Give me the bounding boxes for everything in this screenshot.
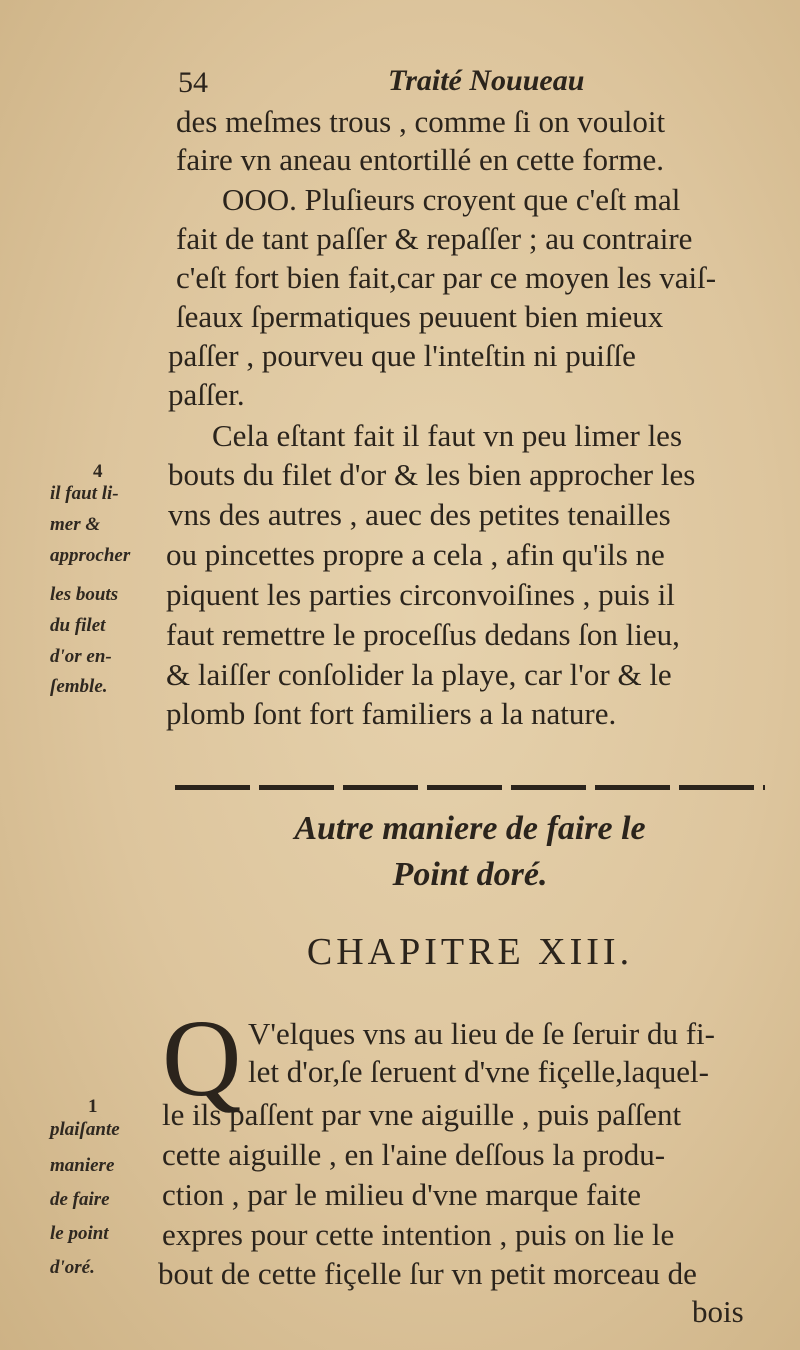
body-line: OOO. Pluſieurs croyent que c'eſt mal <box>222 182 681 217</box>
body-line: des meſmes trous , comme ſi on vouloit <box>176 104 666 139</box>
body-line: faire vn aneau entortillé en cette forme. <box>176 142 664 177</box>
body-line: & laiſſer conſolider la playe, car l'or & le <box>166 657 672 692</box>
section-divider-rule <box>175 785 765 790</box>
page-number: 54 <box>178 66 208 99</box>
chapter-line: let d'or,ſe ſeruent d'vne fiçelle,laquel- <box>248 1054 709 1089</box>
chapter-line: le ils paſſent par vne aiguille , puis paſſent <box>162 1097 682 1132</box>
chapter-line: bout de cette fiçelle ſur vn petit morceau de <box>158 1256 697 1291</box>
body-line: faut remettre le proceſſus dedans ſon lieu, <box>166 617 680 652</box>
body-line: Cela eſtant fait il faut vn peu limer les <box>212 418 683 453</box>
margin-note-line: approcher <box>50 545 131 566</box>
chapter-line: expres pour cette intention , puis on lie le <box>162 1217 675 1252</box>
drop-cap: Q <box>162 997 242 1119</box>
chapter-heading: CHAPITRE XIII. <box>306 931 634 973</box>
margin-note-number: 4 <box>93 461 103 482</box>
chapter-line: bois <box>692 1294 744 1329</box>
margin-note-line: maniere <box>50 1155 115 1176</box>
body-line: bouts du filet d'or & les bien approcher les <box>168 457 696 492</box>
chapter-line: ction , par le milieu d'vne marque faite <box>162 1177 642 1212</box>
body-line: ou pincettes propre a cela , afin qu'ils ne <box>166 537 665 572</box>
chapter-line: cette aiguille , en l'aine deſſous la produ- <box>162 1137 666 1172</box>
margin-note-number: 1 <box>88 1096 98 1117</box>
margin-note-line: ſemble. <box>50 676 108 697</box>
body-line: plomb ſont fort familiers a la nature. <box>166 696 617 731</box>
body-line: piquent les parties circonvoiſines , puis il <box>166 577 675 612</box>
body-line: paſſer. <box>168 377 245 412</box>
margin-note-line: il faut li- <box>50 483 119 504</box>
body-line: fait de tant paſſer & repaſſer ; au contraire <box>176 221 693 256</box>
margin-note-line: d'oré. <box>50 1257 95 1278</box>
body-line: vns des autres , auec des petites tenailles <box>168 497 671 532</box>
margin-note-line: le point <box>50 1223 109 1244</box>
margin-note-line: les bouts <box>50 584 119 605</box>
body-line: ſeaux ſpermatiques peuuent bien mieux <box>176 299 664 334</box>
margin-note-line: du filet <box>50 615 106 636</box>
chapter-line: V'elques vns au lieu de ſe ſeruir du fi- <box>248 1016 715 1051</box>
margin-note-line: d'or en- <box>50 646 112 667</box>
body-line: c'eſt fort bien fait,car par ce moyen les vaiſ- <box>176 260 717 295</box>
margin-note-line: plaiſante <box>50 1119 120 1140</box>
running-title: Traité Nouueau <box>388 64 585 97</box>
section-subtitle: Point doré. <box>392 856 548 893</box>
margin-note-line: de faire <box>50 1189 110 1210</box>
margin-note-line: mer & <box>50 514 101 535</box>
section-subtitle: Autre maniere de faire le <box>294 810 646 847</box>
body-line: paſſer , pourveu que l'inteſtin ni puiſſe <box>168 338 636 373</box>
